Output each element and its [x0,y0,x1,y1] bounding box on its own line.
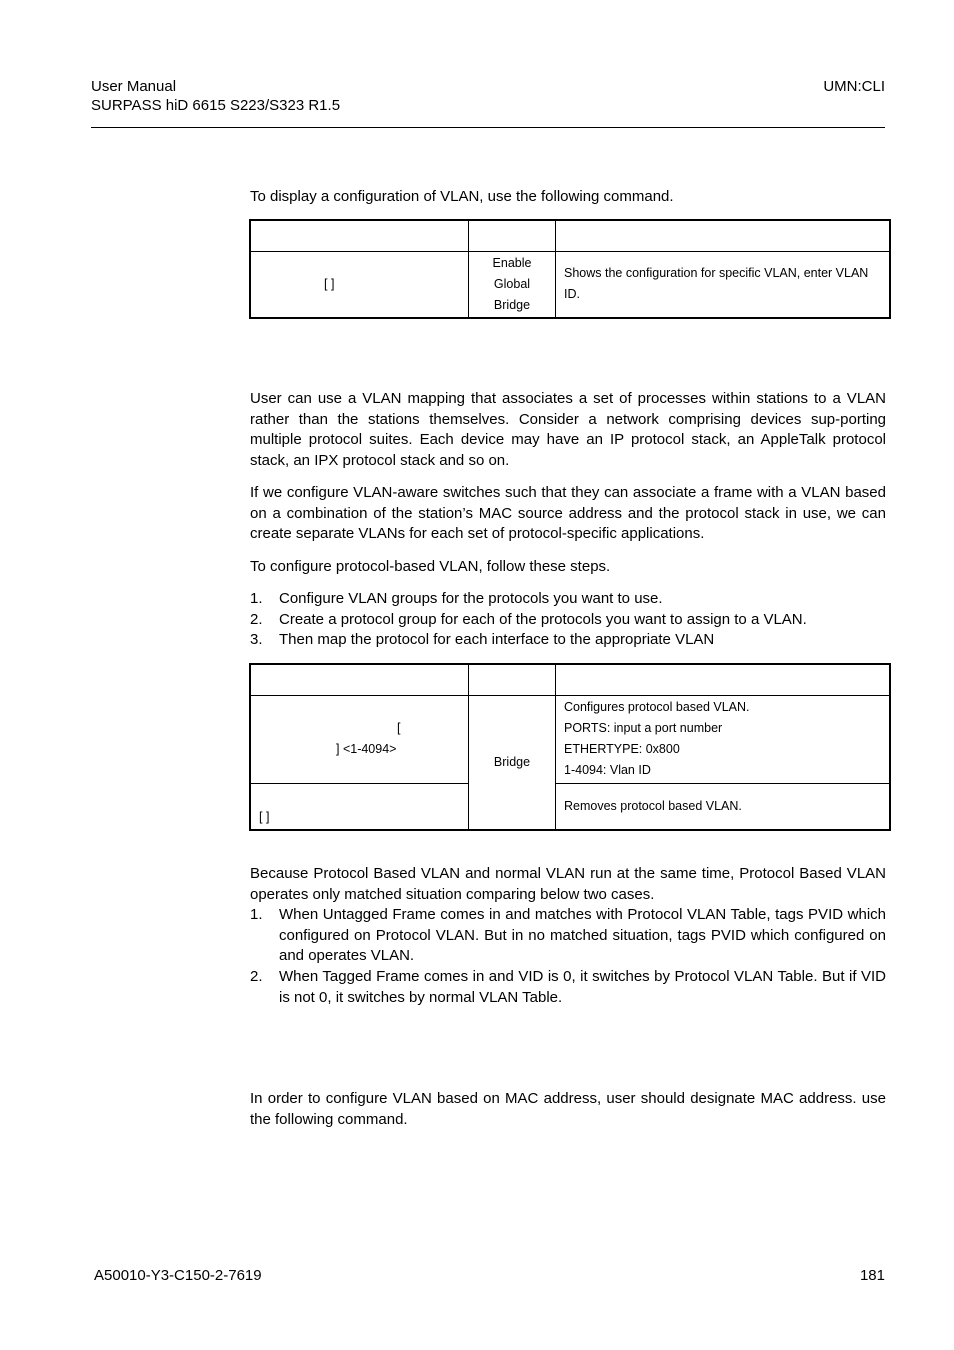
table-row [250,783,890,830]
table-row [250,251,890,318]
mode-item: Bridge [493,297,531,312]
header-section-tag: UMN:CLI [823,78,885,95]
mode-item: Global [493,276,531,291]
steps-list [250,589,886,651]
page-number: 181 [859,1267,885,1284]
list-item: 2. When Tagged Frame comes in and VID is 0, it switches by Protocol VLAN Table. But if VID is not 0, it switches by normal VLAN Table. [250,968,886,1006]
list-item: 1. Configure VLAN groups for the protocols you want to use. [250,590,663,607]
table-header-row [250,220,890,251]
command-cell: [ ] [250,783,469,830]
running-header [91,77,340,115]
list-item: 3. Then map the protocol for each interface to the appropriate VLAN [250,631,715,649]
description-cell: Removes protocol based VLAN. [556,783,891,830]
mac-vlan-intro: In order to configure VLAN based on MAC address, user should designate MAC address. use the following command. [250,1090,886,1128]
list-item: 2. Create a protocol group for each of the protocols you want to assign to a VLAN. [250,610,807,628]
command-table-protocol-vlan [249,663,891,831]
intro-text: To display a configuration of VLAN, use the following command. [250,188,674,205]
list-item: 1. When Untagged Frame comes in and matches with Protocol VLAN Table, tags PVID which configured on Protocol VLAN. But in no matched situation, tags PVID which configured on and operates VLAN. [250,906,886,965]
protocol-vlan-note: Because Protocol Based VLAN and normal VLAN run at the same time, Protocol Based VLAN operates only matched situation comparing below two cases. [250,865,886,903]
header-title: User Manual [91,78,177,95]
table-header-row [250,664,890,695]
command-cell: [ ] <1-4094> [250,695,469,783]
command-cell: [ ] [250,251,469,318]
header-divider [91,127,885,128]
cases-list [250,905,886,1009]
table-row [250,695,890,783]
command-table-show-vlan [249,219,891,319]
document-id: A50010-Y3-C150-2-7619 [94,1267,262,1284]
mode-cell [469,251,556,318]
vlan-aware-paragraph: If we configure VLAN-aware switches such that they can associate a frame with a VLAN based on a combination of the station’s MAC source address and the protocol stack in use, we can create separate VLANs for each set of protocol-specific applications. [250,484,886,543]
description-cell: Shows the configuration for specific VLAN, enter VLAN ID. [556,251,891,318]
mode-item: Enable [492,255,532,270]
steps-intro: To configure protocol-based VLAN, follow these steps. [250,558,611,575]
description-cell: Configures protocol based VLAN. PORTS: input a port number ETHERTYPE: 0x800 1-4094: Vlan ID [556,695,891,783]
protocol-vlan-intro: User can use a VLAN mapping that associates a set of processes within stations to a VLAN rather than the stations themselves. Consider a network comprising devices sup-porting multiple protocol suites. Each device may have an IP protocol stack, an AppleTalk protocol stack, an IPX protocol stack and so on. [250,390,886,470]
header-product: SURPASS hiD 6615 S223/S323 R1.5 [91,97,341,114]
mode-cell: Bridge [469,695,556,830]
